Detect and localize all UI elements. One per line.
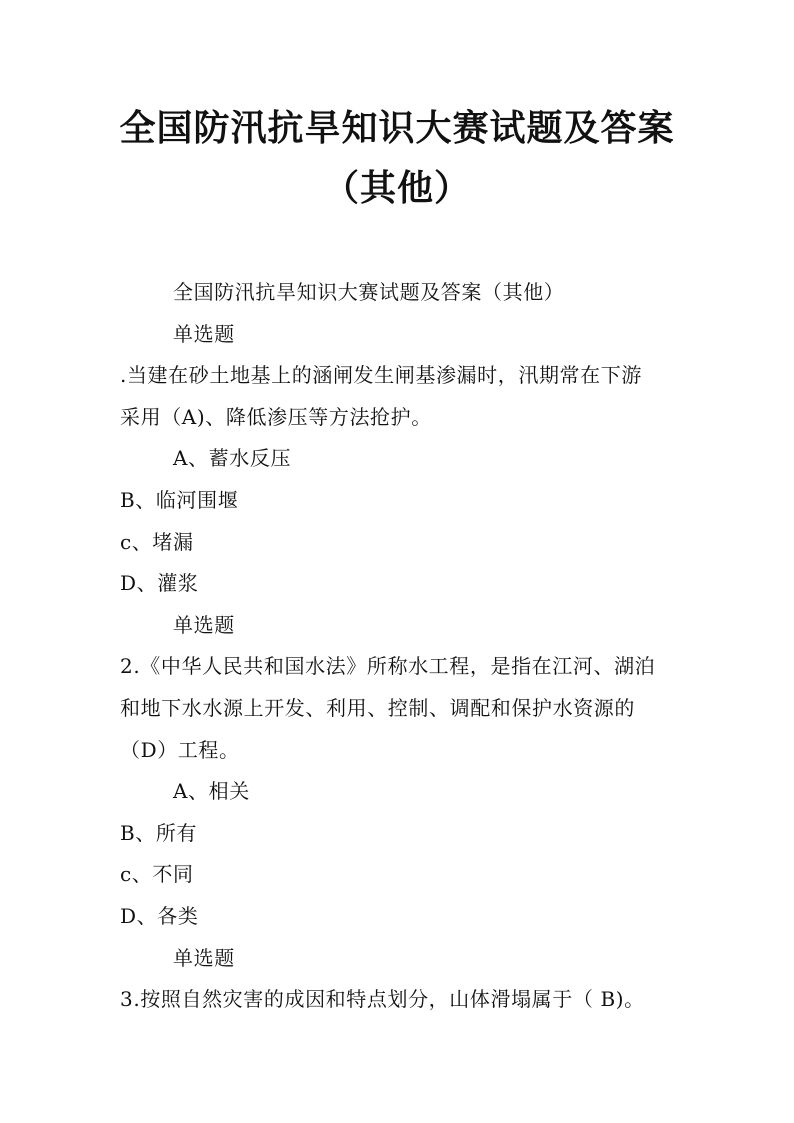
document-body — [120, 272, 680, 1021]
paragraph-line: A、相关 — [173, 779, 250, 804]
paragraph-line: 单选题 — [173, 321, 235, 346]
document-title-line-2: （其他） — [322, 167, 471, 209]
paragraph-line: 采用（A)、降低渗压等方法抢护。 — [120, 404, 432, 429]
paragraph-line: .当建在砂土地基上的涵闸发生闸基渗漏时，汛期常在下游 — [120, 363, 642, 388]
paragraph-line: c、不同 — [120, 862, 194, 887]
paragraph-line: 和地下水水源上开发、利用、控制、调配和保护水资源的 — [120, 695, 635, 720]
paragraph-line: 2.《中华人民共和国水法》所称水工程，是指在江河、湖泊 — [120, 654, 656, 679]
paragraph-line: B、所有 — [120, 820, 198, 845]
paragraph-line: 单选题 — [173, 945, 235, 970]
paragraph-line: 全国防汛抗旱知识大赛试题及答案（其他） — [173, 280, 565, 304]
paragraph-line: 3.按照自然灾害的成因和特点划分，山体滑塌属于（ B)。 — [120, 987, 645, 1012]
paragraph-line: A、蓄水反压 — [173, 446, 292, 471]
document-title-line-1: 全国防汛抗旱知识大赛试题及答案 — [119, 107, 675, 149]
paragraph-line: D、灌浆 — [120, 571, 199, 596]
paragraph-line: 单选题 — [173, 612, 235, 637]
paragraph-line: （D）工程。 — [120, 737, 240, 762]
paragraph-line: c、堵漏 — [120, 529, 194, 554]
paragraph-line: D、各类 — [120, 903, 199, 928]
paragraph-line: B、临河围堰 — [120, 487, 239, 512]
